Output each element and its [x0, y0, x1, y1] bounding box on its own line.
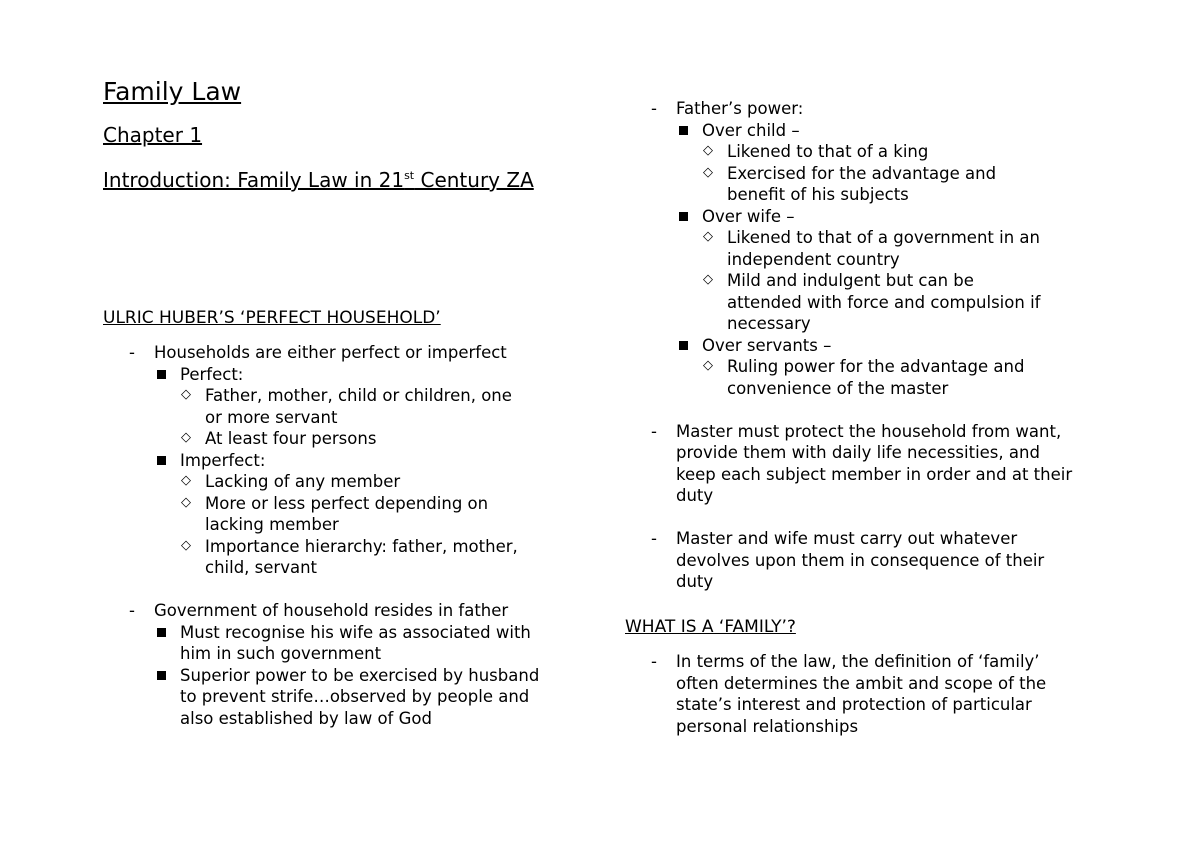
- square-bullet-icon: [679, 126, 688, 135]
- list-item: [702, 356, 1047, 399]
- diamond-bullet-icon: ◇: [181, 537, 191, 553]
- list-item: [702, 163, 1047, 206]
- diamond-bullet-icon: ◇: [181, 494, 191, 510]
- power-bullet-list: [625, 98, 1105, 593]
- family-bullet-list: [625, 651, 1075, 737]
- sub-list: [154, 364, 583, 579]
- square-bullet-icon: [157, 456, 166, 465]
- dash-bullet-icon: -: [129, 343, 135, 362]
- list-item-text: Superior power to be exercised by husband to prevent strife…observed by people and also established by law of God: [180, 665, 540, 728]
- list-item-text: Over child –: [702, 120, 800, 140]
- list-spacer: [625, 399, 1105, 421]
- square-bullet-icon: [157, 671, 166, 680]
- list-item-text: At least four persons: [205, 429, 377, 448]
- diamond-bullet-icon: ◇: [703, 164, 713, 180]
- list-item-text: More or less perfect depending on lacking member: [205, 493, 489, 534]
- list-item: [676, 206, 1105, 335]
- list-item: [676, 335, 1105, 400]
- dash-bullet-icon: -: [651, 99, 657, 118]
- list-item: [625, 98, 1105, 399]
- square-bullet-icon: [679, 341, 688, 350]
- square-bullet-icon: [157, 370, 166, 379]
- list-item-text: Imperfect:: [180, 450, 266, 470]
- diamond-bullet-icon: ◇: [181, 430, 191, 445]
- square-bullet-icon: [679, 212, 688, 221]
- list-item-text: Likened to that of a government in an independent country: [727, 228, 1040, 269]
- diamond-bullet-icon: ◇: [703, 358, 713, 373]
- list-item-text: Over wife –: [702, 206, 795, 226]
- list-item-text: Over servants –: [702, 335, 832, 355]
- dash-bullet-icon: -: [651, 421, 657, 441]
- huber-bullet-list: [103, 342, 583, 729]
- list-item-text: Government of household resides in father: [154, 601, 509, 620]
- list-item-text: Likened to that of a king: [727, 142, 929, 161]
- sub-list: [676, 120, 1105, 400]
- list-item: [625, 421, 1076, 507]
- list-item: [103, 342, 583, 579]
- list-item-text: Importance hierarchy: father, mother, child, servant: [205, 536, 518, 577]
- list-item-text: Ruling power for the advantage and convenience of the master: [727, 357, 1025, 398]
- list-item: [180, 493, 530, 536]
- diamond-bullet-icon: ◇: [703, 272, 713, 287]
- document-title: Family Law: [103, 77, 242, 106]
- list-item: [180, 536, 530, 579]
- diamond-bullet-icon: ◇: [703, 229, 713, 244]
- list-item-text: Master must protect the household from want, provide them with daily life necessities, and keep each subject member in order and at their duty: [676, 421, 1073, 505]
- list-item-text: Households are either perfect or imperfect: [154, 343, 507, 362]
- list-item: [702, 227, 1047, 270]
- list-spacer: [625, 507, 1105, 529]
- family-section-heading: WHAT IS A ‘FAMILY’?: [625, 617, 796, 637]
- sub-list: [154, 622, 559, 730]
- dash-bullet-icon: -: [129, 601, 135, 620]
- intro-heading-superscript: st: [404, 169, 415, 182]
- square-bullet-icon: [157, 628, 166, 637]
- huber-section-heading: ULRIC HUBER’S ‘PERFECT HOUSEHOLD’: [103, 308, 441, 328]
- intro-heading-text: Introduction: Family Law in 21: [103, 168, 405, 192]
- list-item: [154, 364, 583, 450]
- list-item-text: Mild and indulgent but can be attended with force and compulsion if necessary: [727, 271, 1041, 333]
- list-item-text: Lacking of any member: [205, 472, 401, 491]
- list-item: [180, 385, 530, 428]
- list-item-text: Master and wife must carry out whatever devolves upon them in consequence of their duty: [676, 529, 1045, 591]
- list-item: [180, 471, 530, 493]
- intro-heading-text-end: Century ZA: [414, 168, 534, 192]
- list-item: [702, 141, 1047, 163]
- sub-list: [180, 471, 530, 579]
- chapter-heading: Chapter 1: [103, 123, 203, 147]
- list-item: [180, 428, 530, 450]
- list-item-text: Must recognise his wife as associated with him in such government: [180, 622, 531, 663]
- dash-bullet-icon: -: [651, 652, 657, 671]
- list-item-text: Father’s power:: [676, 99, 804, 118]
- list-item: [676, 120, 1105, 206]
- list-item-text: Father, mother, child or children, one or more servant: [205, 386, 512, 427]
- list-item-text: Exercised for the advantage and benefit of his subjects: [727, 163, 997, 204]
- diamond-bullet-icon: ◇: [181, 473, 191, 488]
- sub-list: [180, 385, 530, 450]
- list-item: [154, 622, 559, 665]
- list-item-text: In terms of the law, the definition of ‘family’ often determines the ambit and scope of the state’s interest and protection of particular personal relationships: [676, 652, 1047, 736]
- sub-list: [702, 141, 1047, 206]
- list-item: [154, 665, 559, 730]
- list-item: [625, 651, 1076, 737]
- list-item: [103, 600, 583, 729]
- list-item: [625, 528, 1076, 593]
- dash-bullet-icon: -: [651, 529, 657, 548]
- list-spacer: [103, 579, 583, 601]
- list-item: [702, 270, 1047, 335]
- sub-list: [702, 356, 1047, 399]
- list-item-text: Perfect:: [180, 364, 244, 384]
- intro-heading: [103, 165, 573, 196]
- list-item: [154, 450, 583, 579]
- sub-list: [702, 227, 1047, 335]
- diamond-bullet-icon: ◇: [181, 387, 191, 402]
- diamond-bullet-icon: ◇: [703, 143, 713, 158]
